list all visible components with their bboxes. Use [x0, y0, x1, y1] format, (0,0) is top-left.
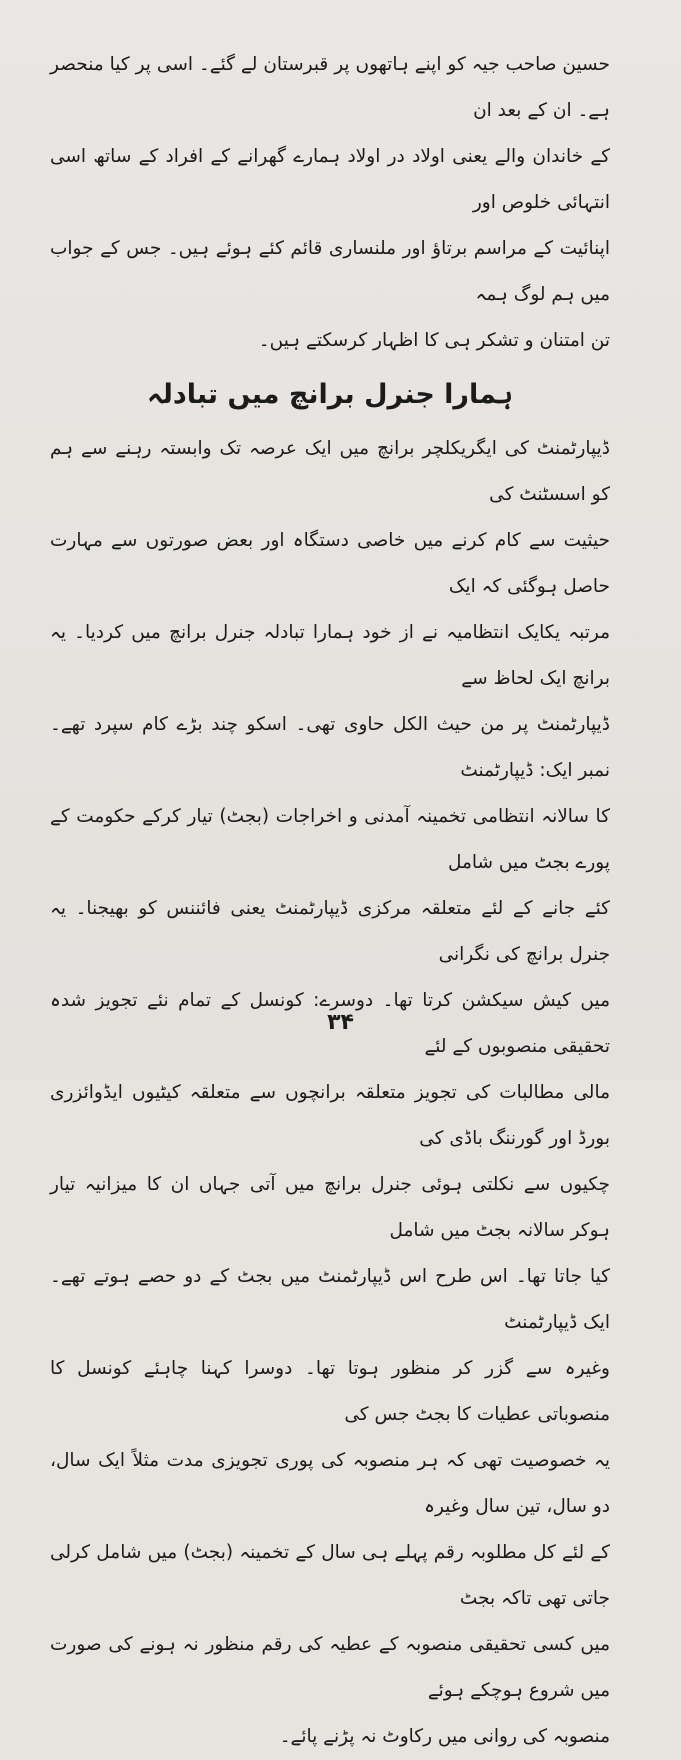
- text-line: کئے جانے کے لئے متعلقہ مرکزی ڈیپارٹمنٹ یعنی فائننس کو بھیجنا۔ یہ جنرل برانچ کی نگرانی: [50, 898, 610, 965]
- page-content: [50, 42, 610, 1760]
- text-line: منصوبہ کی روانی میں رکاوٹ نہ پڑنے پائے۔: [279, 1726, 610, 1747]
- text-line: کے لئے کل مطلوبہ رقم پہلے ہی سال کے تخمینہ (بجٹ) میں شامل کرلی جاتی تھی تاکہ بجٹ: [50, 1542, 610, 1609]
- text-line: یہ خصوصیت تھی کہ ہر منصوبہ کی پوری تجویزی مدت مثلاً ایک سال، دو سال، تین سال وغیرہ: [50, 1450, 610, 1517]
- text-line: میں کیش سیکشن کرتا تھا۔ دوسرے: کونسل کے تمام نئے تجویز شدہ تحقیقی منصوبوں کے لئے: [50, 990, 610, 1057]
- text-line: چکیوں سے نکلتی ہوئی جنرل برانچ میں آتی جہاں ان کا میزانیہ تیار ہوکر سالانہ بجٹ میں شامل: [50, 1174, 610, 1241]
- text-line: میں کسی تحقیقی منصوبہ کے عطیہ کی رقم منظور نہ ہونے کی صورت میں شروع ہوچکے ہوئے: [50, 1634, 610, 1701]
- text-line: اپنائیت کے مراسم برتاؤ اور ملنساری قائم کئے ہوئے ہیں۔ جس کے جواب میں ہم لوگ ہمہ: [50, 238, 610, 305]
- paragraph-body: [50, 426, 610, 1760]
- text-line: کا سالانہ انتظامی تخمینہ آمدنی و اخراجات (بجٹ) تیار کرکے حکومت کے پورے بجٹ میں شامل: [50, 806, 610, 873]
- text-line: مالی مطالبات کی تجویز متعلقہ برانچوں سے متعلقہ کیٹیوں ایڈوائزری بورڈ اور گورننگ باڈی کی: [50, 1082, 610, 1149]
- section-heading: ہمارا جنرل برانچ میں تبادلہ: [146, 379, 514, 410]
- text-line: حسین صاحب جیہ کو اپنے ہاتھوں پر قبرستان لے گئے۔ اسی پر کیا منحصر ہے۔ ان کے بعد ان: [50, 54, 610, 121]
- text-line: کیا جاتا تھا۔ اس طرح اس ڈیپارٹمنٹ میں بجٹ کے دو حصے ہوتے تھے۔ ایک ڈیپارٹمنٹ: [50, 1266, 610, 1333]
- paragraph-intro: [50, 42, 610, 364]
- text-line: حیثیت سے کام کرنے میں خاصی دستگاہ اور بعض صورتوں سے مہارت حاصل ہوگئی کہ ایک: [50, 530, 610, 597]
- text-line: وغیرہ سے گزر کر منظور ہوتا تھا۔ دوسرا کہنا چاہئے کونسل کا منصوباتی عطیات کا بجٹ جس کی: [50, 1358, 610, 1425]
- text-line: تن امتنان و تشکر ہی کا اظہار کرسکتے ہیں۔: [258, 330, 610, 351]
- page-number: ۳۴: [327, 1010, 354, 1035]
- text-line: مرتبہ یکایک انتظامیہ نے از خود ہمارا تبادلہ جنرل برانچ میں کردیا۔ یہ برانچ ایک لحاظ سے: [50, 622, 610, 689]
- text-line: ڈیپارٹمنٹ کی ایگریکلچر برانچ میں ایک عرصہ تک وابستہ رہنے سے ہم کو اسسٹنٹ کی: [50, 438, 610, 505]
- text-line: ڈیپارٹمنٹ پر من حیث الکل حاوی تھی۔ اسکو چند بڑے کام سپرد تھے۔ نمبر ایک: ڈیپارٹمنٹ: [50, 714, 610, 781]
- text-line: کے خاندان والے یعنی اولاد در اولاد ہمارے گھرانے کے افراد کے ساتھ اسی انتہائی خلوص اور: [50, 146, 610, 213]
